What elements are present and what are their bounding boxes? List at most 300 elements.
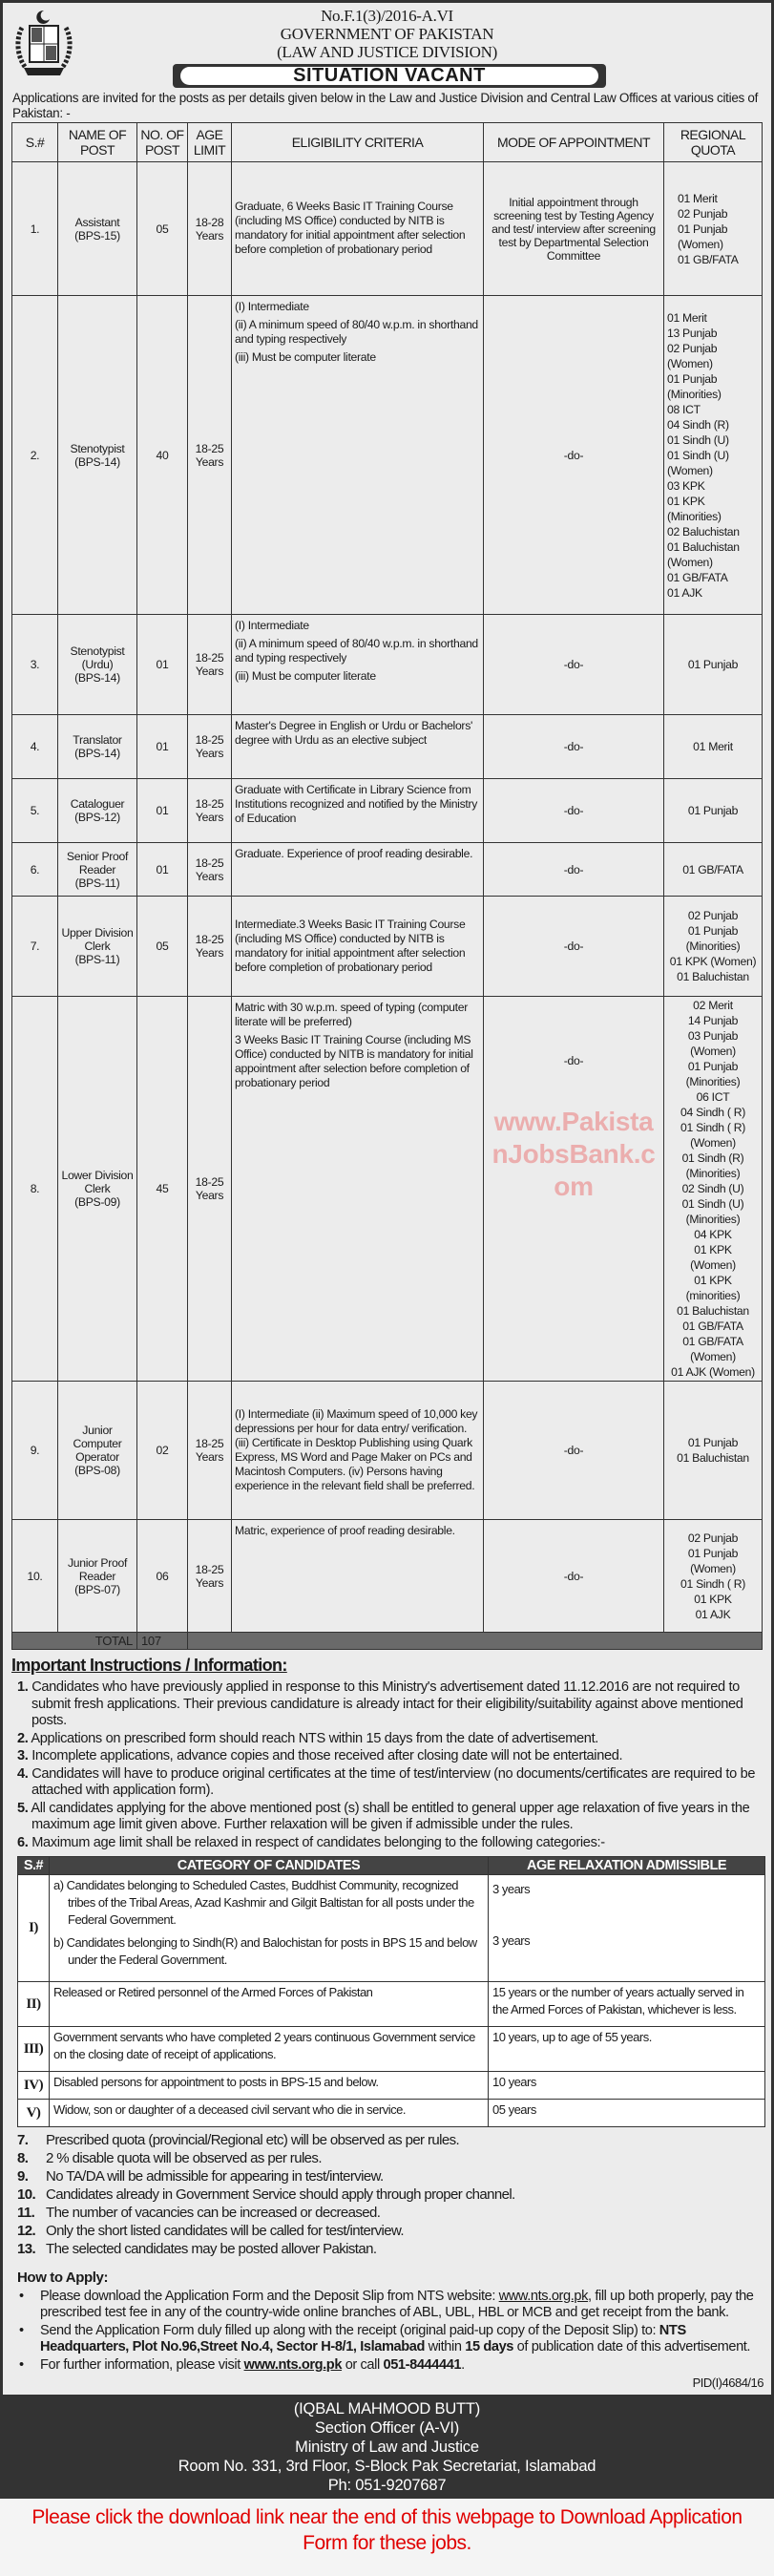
cat-col-sn: S.#	[18, 1857, 50, 1875]
officer-designation: Section Officer (A-VI)	[314, 2419, 460, 2437]
table-row	[12, 715, 763, 779]
instruction-number: 4.	[17, 1765, 29, 1782]
post-bps: (BPS-08)	[74, 1464, 120, 1477]
category-text: Disabled persons for appointment to posts in BPS-15 and below.	[53, 2075, 379, 2089]
regional-quota-cell	[664, 843, 763, 897]
post-count: 01	[137, 779, 188, 843]
instruction-item	[17, 2185, 766, 2204]
apply-text: of publication date of this advertisement.	[513, 2339, 751, 2354]
relaxation-value: 10 years	[492, 2075, 536, 2089]
age-relaxation	[489, 1982, 765, 2027]
quota-item: (Women)	[690, 1045, 736, 1058]
instruction-item	[17, 2204, 766, 2222]
quota-item: (Women)	[690, 1258, 736, 1272]
table-row	[12, 615, 763, 715]
nts-phone: 051-8444441	[383, 2357, 462, 2373]
category-description	[50, 1982, 489, 2027]
instruction-text: 2 % disable quota will be observed as per rules.	[46, 2150, 322, 2166]
eligibility-text: Matric with 30 w.p.m. speed of typing (computer literate will be preferred)	[235, 1001, 468, 1028]
instructions-list	[17, 1679, 766, 1851]
post-name-cell	[58, 997, 137, 1382]
post-name-cell	[58, 715, 137, 779]
category-row	[18, 1982, 765, 2027]
quota-item: 01 GB/FATA	[667, 570, 728, 584]
eligibility-text: Graduate, 6 Weeks Basic IT Training Course (including MS Office) conducted by NITB is mandatory for initial appointment after selection before completion of probationary period	[235, 200, 466, 256]
total-value: 107	[137, 1633, 188, 1650]
category-number: II)	[18, 1982, 50, 2027]
age-limit: 18-25 Years	[188, 997, 232, 1382]
quota-item: (Women)	[667, 463, 713, 477]
download-notice: Please click the download link near the end of this webpage to Download Application Form for these jobs.	[31, 2506, 743, 2554]
post-count: 01	[137, 715, 188, 779]
quota-item: 02 Sindh (U)	[681, 1182, 744, 1195]
category-description	[50, 2027, 489, 2072]
government-name: GOVERNMENT OF PAKISTAN	[280, 25, 494, 43]
instruction-number: 11.	[17, 2205, 35, 2221]
instruction-number: 10.	[17, 2186, 36, 2203]
quota-item: (Women)	[690, 1136, 736, 1150]
category-row	[18, 1875, 765, 1982]
instruction-item	[17, 2167, 766, 2185]
serial-number: 4.	[12, 715, 58, 779]
eligibility-text: Graduate. Experience of proof reading desirable.	[235, 847, 473, 860]
table-row	[12, 897, 763, 997]
quota-item: (Minorities)	[685, 1213, 741, 1226]
quota-item: 01 GB/FATA	[682, 1335, 743, 1348]
instruction-text: The number of vacancies can be increased or decreased.	[46, 2205, 381, 2221]
total-filler	[188, 1633, 763, 1650]
category-number: I)	[18, 1875, 50, 1982]
appointment-mode: -do-	[563, 862, 584, 876]
instruction-text: Incomplete applications, advance copies and those received after closing date will not be entertained.	[31, 1748, 623, 1763]
post-name-cell	[58, 1382, 137, 1520]
instruction-text: Prescribed quota (provincial/Regional etc) will be observed as per rules.	[46, 2132, 460, 2148]
post-count: 05	[137, 897, 188, 997]
instruction-item	[17, 2222, 766, 2240]
category-text: Government servants who have completed 2 years continuous Government service on the closing date of receipt of applications.	[53, 2030, 475, 2061]
appointment-mode: -do-	[563, 1444, 584, 1457]
quota-item: (Minorities)	[685, 1075, 741, 1088]
apply-step-send	[17, 2323, 766, 2355]
eligibility-text: (iii) Must be computer literate	[235, 350, 376, 364]
category-description	[50, 2100, 489, 2127]
category-row	[18, 2100, 765, 2127]
instruction-item	[17, 2149, 766, 2167]
post-name: Junior Computer Operator	[73, 1424, 122, 1464]
quota-item: (Minorities)	[667, 387, 722, 401]
age-limit: 18-25 Years	[188, 1520, 232, 1633]
post-name: Junior Proof Reader	[67, 1555, 128, 1583]
vacancy-table	[11, 122, 763, 1650]
quota-item: (Women)	[667, 555, 713, 569]
appointment-mode: -do-	[563, 658, 584, 671]
appointment-mode-cell	[484, 1382, 664, 1520]
quota-item: 13 Punjab	[667, 326, 718, 340]
instruction-number: 2.	[17, 1730, 29, 1746]
eligibility-text: (ii) A minimum speed of 80/40 w.p.m. in shorthand and typing respectively	[235, 637, 478, 665]
age-limit: 18-25 Years	[188, 715, 232, 779]
category-row	[18, 2072, 765, 2100]
serial-number: 6.	[12, 843, 58, 897]
category-description	[50, 1875, 489, 1982]
instruction-item	[17, 1679, 766, 1730]
post-count: 02	[137, 1382, 188, 1520]
instruction-text: Maximum age limit shall be relaxed in respect of candidates belonging to the following categories:-	[31, 1834, 605, 1850]
post-name-cell	[58, 897, 137, 997]
table-row	[12, 843, 763, 897]
col-sn: S.#	[12, 123, 58, 162]
instructions-heading: Important Instructions / Information:	[11, 1656, 287, 1675]
quota-item: 02 Punjab	[687, 909, 739, 922]
quota-item: 01 KPK	[667, 494, 705, 508]
quota-item: 01 Sindh (U)	[667, 433, 729, 447]
instruction-text: All candidates applying for the above mentioned post (s) shall be entitled to general upper age relaxation of five years in the maximum age limit given above. Further relaxation will be given if admissible under the rules.	[31, 1800, 750, 1832]
regional-quota-cell	[664, 715, 763, 779]
instruction-item	[17, 1835, 766, 1852]
quota-item: 01 Punjab	[667, 371, 718, 386]
serial-number: 5.	[12, 779, 58, 843]
quota-item: 01 Punjab	[687, 1060, 739, 1073]
regional-quota-cell	[664, 1382, 763, 1520]
cat-col-relaxation: AGE RELAXATION ADMISSIBLE	[489, 1857, 765, 1875]
post-name-cell	[58, 162, 137, 296]
post-name: Upper Division Clerk	[61, 926, 134, 953]
apply-text: .	[461, 2357, 465, 2373]
quota-item: 04 KPK	[694, 1228, 732, 1241]
quota-item: 02 Punjab	[678, 206, 728, 221]
quota-item: (Minorities)	[685, 940, 741, 953]
quota-item: (Women)	[678, 237, 723, 251]
eligibility-text: (I) Intermediate	[235, 300, 309, 313]
eligibility-cell	[232, 715, 484, 779]
instruction-number: 3.	[17, 1748, 29, 1763]
apply-step-download	[17, 2289, 766, 2321]
quota-item: 01 Punjab	[678, 222, 728, 236]
quota-item: 08 ICT	[667, 402, 701, 416]
regional-quota-cell	[664, 779, 763, 843]
table-row	[12, 997, 763, 1382]
intro-text: Applications are invited for the posts as per details given below in the Law and Justice Division and Central Law Offices at various cities of Pakistan: -	[12, 91, 759, 120]
serial-number: 1.	[12, 162, 58, 296]
category-number: V)	[18, 2100, 50, 2127]
serial-number: 8.	[12, 997, 58, 1382]
instruction-item	[17, 1748, 766, 1765]
col-age: AGE LIMIT	[188, 123, 232, 162]
eligibility-text: (I) Intermediate (ii) Maximum speed of 10,000 key depressions per hour for data entry/ verification. (iii) Certificate in Desktop Publishing using Quark Express, MS Word and Page Maker on PCs and Macintosh Computers. (iv) Persons having experience in the relevant field shall be preferred.	[235, 1406, 478, 1492]
eligibility-text: (I) Intermediate	[235, 619, 309, 632]
quota-item: 01 Baluchistan	[667, 539, 740, 554]
instruction-text: The selected candidates may be posted allover Pakistan.	[46, 2241, 377, 2257]
table-header-row	[12, 123, 763, 162]
category-number: IV)	[18, 2072, 50, 2100]
quota-item: 01 KPK	[694, 1243, 732, 1256]
instruction-item	[17, 1731, 766, 1748]
nts-address: NTS Headquarters, Plot No.96,Street No.4, Sector H-8/1, Islamabad	[40, 2323, 686, 2354]
appointment-mode: Initial appointment through screening test by Testing Agency and test/ interview after screening test by Departmental Selection Committee	[492, 195, 656, 263]
quota-item: (minorities)	[685, 1289, 741, 1302]
quota-item: 01 KPK (Women)	[669, 955, 757, 968]
age-relaxation	[489, 1875, 765, 1982]
quota-item: 01 KPK	[694, 1592, 732, 1606]
quota-item: 01 Punjab	[687, 658, 739, 671]
eligibility-cell	[232, 615, 484, 715]
regional-quota-cell	[664, 162, 763, 296]
division-name: (LAW AND JUSTICE DIVISION)	[277, 43, 497, 61]
quota-item: 02 Merit	[693, 999, 733, 1012]
eligibility-text: (iii) Must be computer literate	[235, 669, 376, 683]
post-bps: (BPS-15)	[74, 228, 120, 243]
ministry-name: Ministry of Law and Justice	[295, 2439, 479, 2456]
post-name-cell	[58, 1520, 137, 1633]
relaxation-value: 05 years	[492, 2102, 536, 2117]
post-bps: (BPS-07)	[74, 1582, 120, 1596]
serial-number: 10.	[12, 1520, 58, 1633]
eligibility-cell	[232, 296, 484, 615]
quota-item: 01 Sindh ( R)	[680, 1576, 745, 1591]
eligibility-cell	[232, 897, 484, 997]
instruction-text: Only the short listed candidates will be called for test/interview.	[46, 2223, 405, 2239]
eligibility-text: 3 Weeks Basic IT Training Course (including MS Office) conducted by NITB is mandatory for initial appointment after selection before completion of probationary period	[235, 1033, 473, 1089]
post-bps: (BPS-14)	[74, 747, 120, 760]
signature-block	[3, 2395, 771, 2499]
title-banner	[173, 64, 606, 88]
appointment-mode: -do-	[563, 804, 584, 817]
table-row	[12, 779, 763, 843]
serial-number: 9.	[12, 1382, 58, 1520]
category-row	[18, 2027, 765, 2072]
relaxation-value: 15 years or the number of years actually served in the Armed Forces of Pakistan, whichever is less.	[492, 1985, 744, 2016]
table-row	[12, 296, 763, 615]
post-name-cell	[58, 615, 137, 715]
apply-text: , fill up both properly, pay the prescribed test fee in any of the country-wide online branches of ABL, UBL, HBL or MCB and get receipt from the bank.	[40, 2289, 754, 2320]
appointment-mode-cell	[484, 715, 664, 779]
quota-item: 01 Sindh ( R)	[680, 1121, 745, 1134]
instruction-number: 5.	[17, 1800, 29, 1816]
eligibility-text: (ii) A minimum speed of 80/40 w.p.m. in shorthand and typing respectively	[235, 318, 478, 346]
regional-quota-cell	[664, 1520, 763, 1633]
quota-item: 01 Merit	[667, 310, 707, 325]
quota-item: 03 KPK	[667, 478, 705, 493]
post-count: 01	[137, 615, 188, 715]
instruction-item	[17, 2131, 766, 2149]
instruction-text: Candidates already in Government Service should apply through proper channel.	[46, 2186, 515, 2203]
post-count: 01	[137, 843, 188, 897]
deadline-days: 15 days	[465, 2339, 514, 2354]
eligibility-cell	[232, 162, 484, 296]
quota-item: 01 GB/FATA	[682, 1320, 743, 1333]
age-limit: 18-25 Years	[188, 779, 232, 843]
table-row	[12, 162, 763, 296]
regional-quota-cell	[664, 615, 763, 715]
relaxation-value: 10 years, up to age of 55 years.	[492, 2030, 652, 2044]
officer-name: (IQBAL MAHMOOD BUTT)	[293, 2400, 481, 2418]
quota-item: 01 Merit	[693, 740, 733, 753]
serial-number: 2.	[12, 296, 58, 615]
age-limit: 18-25 Years	[188, 897, 232, 997]
quota-item: 01 Punjab	[687, 804, 739, 817]
eligibility-cell	[232, 843, 484, 897]
quota-item: 01 Punjab	[687, 924, 739, 938]
quota-item: 01 KPK	[694, 1274, 732, 1287]
cat-col-category: CATEGORY OF CANDIDATES	[50, 1857, 489, 1875]
category-text: a) Candidates belonging to Scheduled Castes, Buddhist Community, recognized tribes of the Tribal Areas, Azad Kashmir and Gilgit Baltistan for all posts under the Federal Government.	[53, 1878, 474, 1927]
regional-quota-cell	[664, 897, 763, 997]
quota-item: 06 ICT	[696, 1090, 730, 1104]
eligibility-cell	[232, 779, 484, 843]
eligibility-text: Intermediate.3 Weeks Basic IT Training Course (including MS Office) conducted by NITB is mandatory for initial appointment after selection before completion of probationary period	[235, 917, 466, 974]
pid-number: PID(I)4684/16	[692, 2375, 764, 2390]
quota-item: 01 GB/FATA	[678, 252, 739, 266]
post-name-cell	[58, 296, 137, 615]
col-quota: REGIONAL QUOTA	[664, 123, 763, 162]
quota-item: 02 Punjab	[667, 341, 718, 355]
eligibility-cell	[232, 1382, 484, 1520]
apply-text: Send the Application Form duly filled up along with the receipt (original paid-up copy of the Deposit Slip) to:	[40, 2323, 659, 2338]
age-limit: 18-25 Years	[188, 296, 232, 615]
quota-item: 03 Punjab	[687, 1029, 739, 1043]
instruction-number: 6.	[17, 1834, 29, 1850]
category-text: b) Candidates belonging to Sindh(R) and Balochistan for posts in BPS 15 and below under the Federal Government.	[53, 1935, 477, 1967]
ad-title: SITUATION VACANT	[180, 67, 598, 85]
serial-number: 7.	[12, 897, 58, 997]
age-limit: 18-25 Years	[188, 843, 232, 897]
post-name: Cataloguer	[70, 797, 125, 811]
how-to-apply-heading: How to Apply:	[17, 2270, 109, 2286]
appointment-mode-cell	[484, 1520, 664, 1633]
col-count: NO. OF POST	[137, 123, 188, 162]
col-eligibility: ELIGIBILITY CRITERIA	[232, 123, 484, 162]
post-bps: (BPS-12)	[74, 811, 120, 824]
appointment-mode-cell	[484, 897, 664, 997]
instruction-text: Applications on prescribed form should reach NTS within 15 days from the date of advertisement.	[31, 1730, 598, 1746]
quota-item: 14 Punjab	[687, 1014, 739, 1027]
watermark: www.PakistanJobsBank.com	[492, 1107, 656, 1201]
reference-number: No.F.1(3)/2016-A.VI	[321, 7, 453, 25]
appointment-mode-cell	[484, 162, 664, 296]
appointment-mode-cell	[484, 997, 664, 1382]
post-name: Stenotypist	[70, 441, 125, 455]
quota-item: 01 AJK	[695, 1607, 731, 1621]
appointment-mode-cell	[484, 296, 664, 615]
appointment-mode: -do-	[563, 940, 584, 953]
quota-item: 01 Sindh (U)	[681, 1197, 744, 1211]
additional-instructions	[17, 2131, 766, 2258]
instruction-number: 8.	[17, 2150, 29, 2166]
table-row	[12, 1382, 763, 1520]
quota-item: (Women)	[690, 1561, 736, 1575]
category-text: Released or Retired personnel of the Armed Forces of Pakistan	[53, 1985, 373, 1999]
instruction-item	[17, 2240, 766, 2258]
quota-item: 01 Punjab	[687, 1436, 739, 1449]
regional-quota-cell	[664, 997, 763, 1382]
apply-text: For further information, please visit	[40, 2357, 244, 2373]
instruction-text: Candidates who have previously applied in response to this Ministry's advertisement dated 11.12.2016 are not required to submit fresh applications. Their previous candidature is already intact for their eligibility/suitability against above mentioned posts.	[31, 1679, 743, 1728]
quota-item: 02 Punjab	[687, 1531, 739, 1545]
appointment-mode: -do-	[563, 1054, 584, 1067]
age-relaxation-table	[17, 1856, 765, 2127]
apply-text: or call	[342, 2357, 384, 2373]
age-limit: 18-25 Years	[188, 1382, 232, 1520]
age-limit: 18-28 Years	[188, 162, 232, 296]
post-name: Translator	[73, 733, 122, 747]
col-mode: MODE OF APPOINTMENT	[484, 123, 664, 162]
post-name: Assistant	[74, 215, 120, 229]
appointment-mode-cell	[484, 779, 664, 843]
post-bps: (BPS-09)	[74, 1195, 120, 1209]
relaxation-value: 3 years	[492, 1882, 531, 1896]
appointment-mode: -do-	[563, 740, 584, 753]
post-name-cell	[58, 843, 137, 897]
quota-item: 02 Baluchistan	[667, 524, 740, 538]
total-label: TOTAL	[12, 1633, 137, 1650]
instruction-number: 13.	[17, 2241, 36, 2257]
age-relaxation	[489, 2072, 765, 2100]
post-count: 45	[137, 997, 188, 1382]
appointment-mode: -do-	[563, 448, 584, 462]
how-to-apply-list	[17, 2289, 766, 2374]
age-limit: 18-25 Years	[188, 615, 232, 715]
regional-quota-cell	[664, 296, 763, 615]
appointment-mode-cell	[484, 615, 664, 715]
post-bps: (BPS-11)	[74, 953, 120, 966]
quota-item: (Women)	[690, 1350, 736, 1363]
category-text: Widow, son or daughter of a deceased civil servant who die in service.	[53, 2102, 406, 2117]
nts-website-link[interactable]: www.nts.org.pk	[243, 2357, 343, 2373]
instruction-item	[17, 1766, 766, 1800]
instruction-text: Candidates will have to produce original certificates at the time of test/interview (no documents/certificates are required to be attached with application form).	[31, 1765, 756, 1798]
quota-item: (Women)	[667, 356, 713, 370]
col-post: NAME OF POST	[58, 123, 137, 162]
eligibility-text: Master's Degree in English or Urdu or Bachelors' degree with Urdu as an elective subject	[235, 719, 473, 747]
appointment-mode-cell	[484, 843, 664, 897]
quota-item: 01 Baluchistan	[677, 1304, 749, 1318]
post-name: Stenotypist (Urdu)	[70, 644, 125, 671]
quota-item: 01 Baluchistan	[677, 970, 749, 983]
apply-text: Please download the Application Form and the Deposit Slip from NTS website:	[40, 2289, 499, 2304]
eligibility-text: Graduate with Certificate in Library Science from Institutions recognized and notified by the Ministry of Education	[235, 783, 478, 825]
total-row	[12, 1633, 763, 1650]
apply-step-info	[17, 2357, 766, 2374]
quota-item: 01 Merit	[678, 191, 718, 205]
quota-item: 01 AJK (Women)	[671, 1365, 755, 1379]
category-description	[50, 2072, 489, 2100]
category-number: III)	[18, 2027, 50, 2072]
quota-item: (Minorities)	[685, 1167, 741, 1180]
quota-item: 01 Punjab	[687, 1546, 739, 1560]
quota-item: 04 Sindh (R)	[667, 417, 729, 432]
quota-item: 01 Sindh (U)	[667, 448, 729, 462]
table-row	[12, 1520, 763, 1633]
appointment-mode: -do-	[563, 1569, 584, 1583]
office-phone: Ph: 051-9207687	[327, 2477, 447, 2494]
post-name: Senior Proof Reader	[66, 849, 129, 876]
eligibility-cell	[232, 997, 484, 1382]
instruction-text: No TA/DA will be admissible for appearing in test/interview.	[46, 2168, 384, 2185]
eligibility-cell	[232, 1520, 484, 1633]
post-bps: (BPS-14)	[74, 671, 120, 685]
nts-website-link[interactable]: www.nts.org.pk	[498, 2289, 589, 2304]
quota-item: 01 GB/FATA	[682, 862, 743, 876]
post-name: Lower Division Clerk	[61, 1169, 134, 1195]
post-count: 06	[137, 1520, 188, 1633]
post-bps: (BPS-11)	[74, 876, 120, 890]
quota-item: 01 AJK	[667, 585, 702, 600]
post-name-cell	[58, 779, 137, 843]
serial-number: 3.	[12, 615, 58, 715]
age-relaxation	[489, 2027, 765, 2072]
eligibility-text: Matric, experience of proof reading desirable.	[235, 1524, 455, 1537]
quota-item: (Minorities)	[667, 509, 722, 523]
